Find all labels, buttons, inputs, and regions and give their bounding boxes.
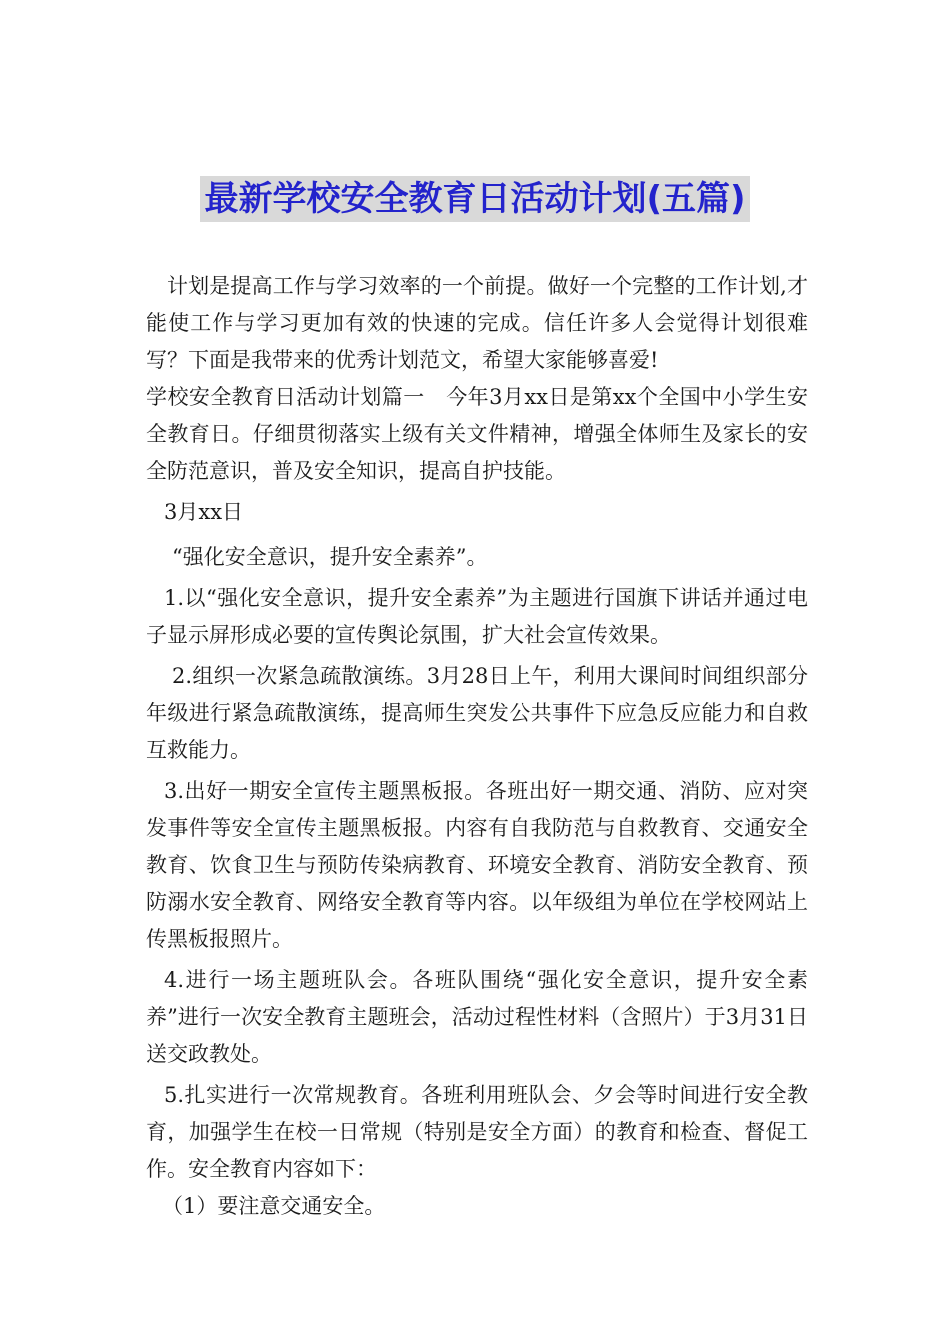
paragraph-intro: 计划是提高工作与学习效率的一个前提。做好一个完整的工作计划,才能使工作与学习更加有效的快速的完成。信任许多人会觉得计划很难写？下面是我带来的优秀计划范文，希望大家能够喜爱! xyxy=(146,274,808,372)
paragraph-item-1: 1.以“强化安全意识，提升安全素养”为主题进行国旗下讲话并通过电子显示屏形成必要的宣传舆论氛围，扩大社会宣传效果。 xyxy=(146,586,808,647)
paragraph-item-5: 5.扎实进行一次常规教育。各班利用班队会、夕会等时间进行安全教育，加强学生在校一日常规（特别是安全方面）的教育和检查、督促工作。安全教育内容如下： xyxy=(146,1083,808,1181)
paragraph-theme: “强化安全意识，提升安全素养”。 xyxy=(172,545,488,569)
paragraph-plan-one: 学校安全教育日活动计划篇一 今年3月xx日是第xx个全国中小学生安全教育日。仔细贯彻落实上级有关文件精神，增强全体师生及家长的安全防范意识，普及安全知识，提高自护技能。 xyxy=(146,385,808,483)
document-body xyxy=(146,268,808,1225)
paragraph-date: 3月xx日 xyxy=(164,500,244,524)
paragraph-item-4: 4.进行一场主题班队会。各班队围绕“强化安全意识，提升安全素养”进行一次安全教育主题班会，活动过程性材料（含照片）于3月31日送交政教处。 xyxy=(146,968,808,1066)
title-block xyxy=(0,176,950,222)
document-title: 最新学校安全教育日活动计划(五篇) xyxy=(200,176,749,222)
paragraph-item-2: 2.组织一次紧急疏散演练。3月28日上午，利用大课间时间组织部分年级进行紧急疏散演练，提高师生突发公共事件下应急反应能力和自救互救能力。 xyxy=(146,664,808,762)
paragraph-subitem-1: （1）要注意交通安全。 xyxy=(162,1194,386,1218)
paragraph-item-3: 3.出好一期安全宣传主题黑板报。各班出好一期交通、消防、应对突发事件等安全宣传主题黑板报。内容有自我防范与自救教育、交通安全教育、饮食卫生与预防传染病教育、环境安全教育、消防安全教育、预防溺水安全教育、网络安全教育等内容。以年级组为单位在学校网站上传黑板报照片。 xyxy=(146,779,808,951)
